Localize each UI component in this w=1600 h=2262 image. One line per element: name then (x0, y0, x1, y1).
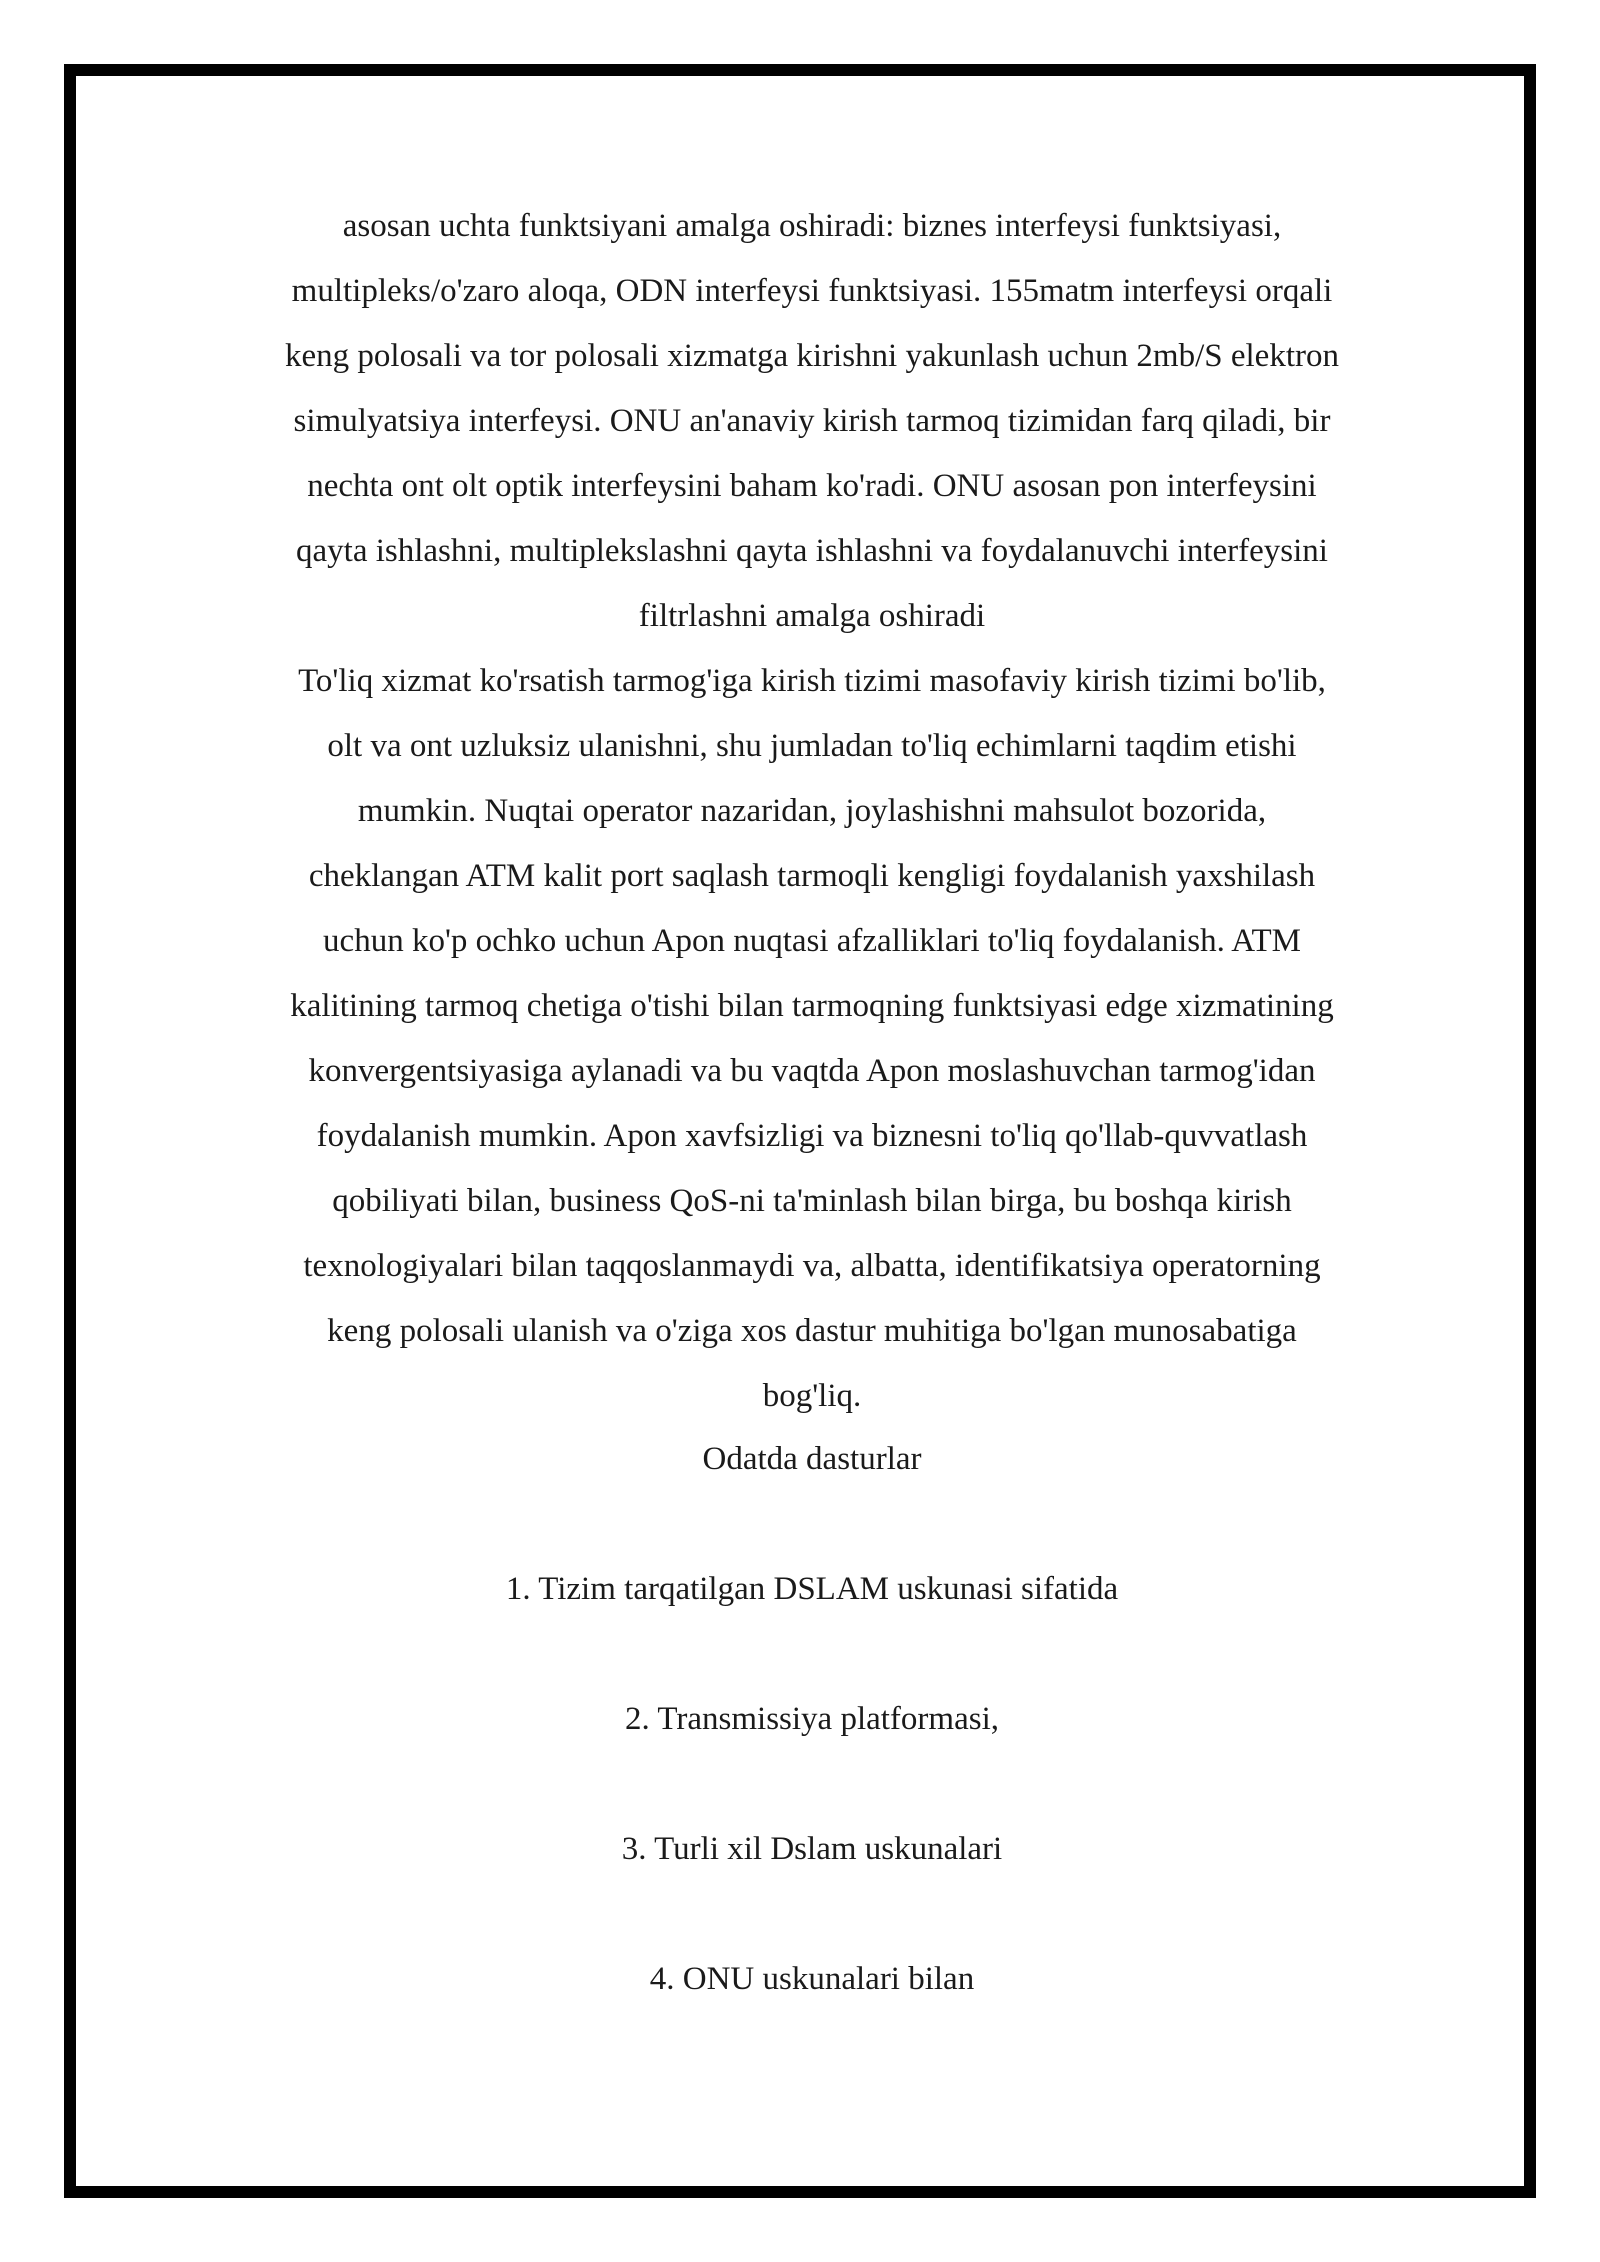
text-line: konvergentsiyasiga aylanadi va bu vaqtda Apon moslashuvchan tarmog'idan (308, 1053, 1316, 1089)
paragraph-1 (204, 194, 1420, 649)
text-line: uchun ko'p ochko uchun Apon nuqtasi afzalliklari to'liq foydalanish. ATM (323, 923, 1301, 959)
text-line: asosan uchta funktsiyani amalga oshiradi: biznes interfeysi funktsiyasi, (342, 208, 1282, 244)
list-item: 2. Transmissiya platformasi, (624, 1701, 999, 1737)
text-line: To'liq xizmat ko'rsatish tarmog'iga kirish tizimi masofaviy kirish tizimi bo'lib, (298, 663, 1326, 699)
text-line: bog'liq. (762, 1378, 862, 1414)
text-line: multipleks/o'zaro aloqa, ODN interfeysi funktsiyasi. 155matm interfeysi orqali (291, 273, 1333, 309)
text-line: filtrlashni amalga oshiradi (638, 598, 986, 634)
text-line: nechta ont olt optik interfeysini baham ko'radi. ONU asosan pon interfeysini (307, 468, 1317, 504)
paragraph-2 (204, 649, 1420, 1429)
text-line: simulyatsiya interfeysi. ONU an'anaviy kirish tarmoq tizimidan farq qiladi, bir (293, 403, 1331, 439)
text-line: qobiliyati bilan, business QoS-ni ta'minlash bilan birga, bu boshqa kirish (332, 1183, 1292, 1219)
text-line: texnologiyalari bilan taqqoslanmaydi va, albatta, identifikatsiya operatorning (303, 1248, 1321, 1284)
section-heading: Odatda dasturlar (702, 1441, 922, 1477)
page-border-frame (64, 64, 1536, 2198)
text-line: foydalanish mumkin. Apon xavfsizligi va biznesni to'liq qo'llab-quvvatlash (316, 1118, 1308, 1154)
text-line: keng polosali ulanish va o'ziga xos dastur muhitiga bo'lgan munosabatiga (327, 1313, 1297, 1349)
list-item: 3. Turli xil Dslam uskunalari (621, 1831, 1003, 1867)
text-line: qayta ishlashni, multiplekslashni qayta ishlashni va foydalanuvchi interfeysini (296, 533, 1328, 569)
text-line: keng polosali va tor polosali xizmatga kirishni yakunlash uchun 2mb/S elektron (285, 338, 1339, 374)
list-item: 1. Tizim tarqatilgan DSLAM uskunasi sifatida (505, 1571, 1119, 1607)
text-line: olt va ont uzluksiz ulanishni, shu jumladan to'liq echimlarni taqdim etishi (327, 728, 1297, 764)
text-line: cheklangan ATM kalit port saqlash tarmoqli kengligi foydalanish yaxshilash (308, 858, 1316, 894)
text-line: mumkin. Nuqtai operator nazaridan, joylashishni mahsulot bozorida, (357, 793, 1267, 829)
list-item: 4. ONU uskunalari bilan (649, 1961, 975, 1997)
text-line: kalitining tarmoq chetiga o'tishi bilan tarmoqning funktsiyasi edge xizmatining (290, 988, 1334, 1024)
